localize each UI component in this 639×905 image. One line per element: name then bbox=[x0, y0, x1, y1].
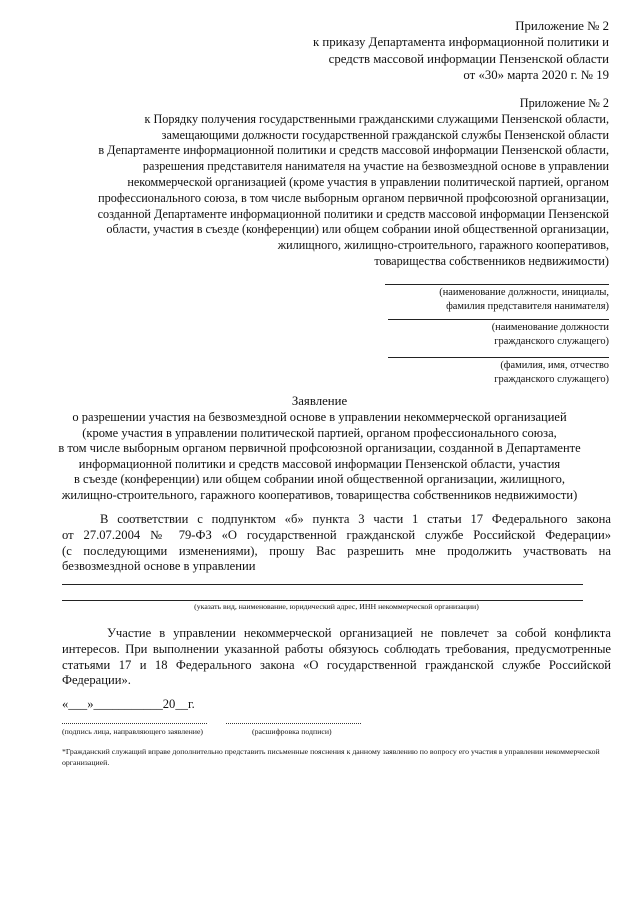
appendix-line: к приказу Департамента информационной политики и bbox=[313, 35, 609, 50]
appendix-line: некоммерческой организацией (кроме участия в управлении политической партией, органом bbox=[127, 174, 609, 189]
organization-field-caption: (указать вид, наименование, юридический адрес, ИНН некоммерческой организации) bbox=[194, 602, 479, 611]
appendix-line: в Департаменте информационной политики и средств массовой информации Пензенской области, bbox=[98, 143, 609, 158]
organization-field-line-2[interactable] bbox=[62, 600, 583, 601]
name-field-caption: (фамилия, имя, отчество гражданского служащего) bbox=[494, 360, 609, 385]
appendix-header-procedure bbox=[98, 96, 609, 270]
appendix-header-order bbox=[313, 18, 609, 83]
appendix-line: замещающими должности государственной гражданской службы Пензенской области bbox=[161, 127, 609, 142]
appendix-line: Приложение № 2 bbox=[515, 19, 609, 33]
signature-line[interactable] bbox=[62, 723, 207, 724]
signature-decode-line[interactable] bbox=[226, 723, 361, 724]
document-subtitle: о разрешении участия на безвозмездной основе в управлении некоммерческой организацией (кроме участия в управлении политической партией, органом профессионального союза, в том числе выборным органом первичной профсоюзной организации, созданной в Департаменте информационной политики и средств массовой информации Пензенской области, участия в съезде (конференции) или общем собрании иной общественной организации, жилищного, жилищно-строительного, гаражного кооперативов, товарищества собственников недвижимости) bbox=[58, 410, 581, 502]
date-field[interactable]: «___»___________20__г. bbox=[62, 697, 195, 711]
appendix-line: средств массовой информации Пензенской области bbox=[328, 51, 609, 66]
request-paragraph: В соответствии с подпунктом «б» пункта 3 части 1 статьи 17 Федерального закона от 27.07.2004 № 79-ФЗ «О государственной гражданской службе Российской Федерации» (с последующими изменениями), прошу Вас разрешить мне продолжить участвовать на безвозмездной основе в управлении bbox=[62, 512, 611, 574]
conflict-paragraph: Участие в управлении некоммерческой организацией не повлечет за собой конфликта интересов. При выполнении указанной работы обязуюсь соблюдать требования, предусмотренные статьями 17 и 18 Федерального закона «О государственной гражданской службе Российской Федерации». bbox=[62, 626, 611, 688]
footnote: *Гражданский служащий вправе дополнительно представить письменные пояснения к данному заявлению по вопросу его участия в управлении некоммерческой организацией. bbox=[62, 747, 600, 767]
organization-field-line[interactable] bbox=[62, 584, 583, 585]
appendix-line: профессионального союза, в том числе выборным органом первичной профсоюзной организации, bbox=[98, 190, 609, 205]
position-field-line[interactable] bbox=[388, 319, 609, 320]
signature-caption: (подпись лица, направляющего заявление) bbox=[62, 727, 204, 736]
employer-field-line[interactable] bbox=[385, 284, 609, 285]
appendix-line: разрешения представителя нанимателя на участие на безвозмездной основе в управлении bbox=[142, 159, 609, 174]
appendix-line: жилищного, жилищно-строительного, гаражного кооперативов, bbox=[277, 238, 609, 253]
employer-field-caption: (наименование должности, инициалы, фамилия представителя нанимателя) bbox=[439, 287, 609, 312]
appendix-line: от «30» марта 2020 г. № 19 bbox=[463, 67, 609, 82]
appendix-line: товарищества собственников недвижимости) bbox=[374, 253, 609, 268]
position-field-caption: (наименование должности гражданского служащего) bbox=[491, 322, 609, 347]
signature-decode-caption: (расшифровка подписи) bbox=[252, 727, 332, 736]
appendix-line: области, участия в съезде (конференции) или общем собрании иной общественной организации, bbox=[106, 222, 609, 237]
appendix-line: созданной Департаменте информационной политики и средств массовой информации Пензенской bbox=[97, 206, 609, 221]
appendix-line: Приложение № 2 bbox=[519, 96, 609, 110]
name-field-line[interactable] bbox=[388, 357, 609, 358]
document-title: Заявление bbox=[291, 394, 348, 408]
appendix-line: к Порядку получения государственными гражданскими служащими Пензенской области, bbox=[144, 111, 609, 126]
